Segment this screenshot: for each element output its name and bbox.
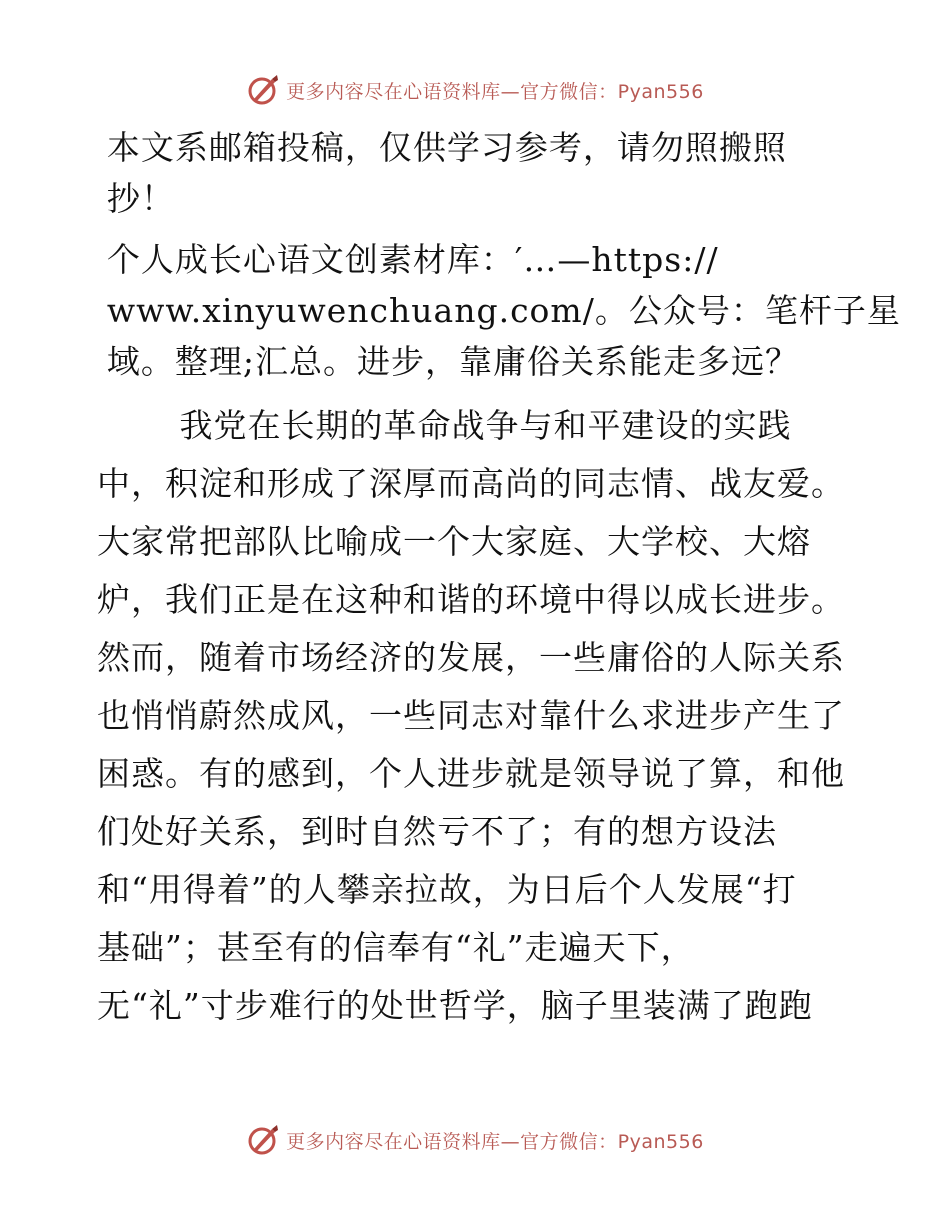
text-line: www.xinyuwenchuang.com/。公众号：笔杆子星 [106, 291, 901, 330]
text-line: 也悄悄蔚然成风，一些同志对靠什么求进步产生了 [97, 696, 845, 735]
header-watermark-banner [0, 70, 950, 110]
text-line: 无“礼”寸步难行的处世哲学，脑子里装满了跑跑 [97, 986, 813, 1025]
text-line: 和“用得着”的人攀亲拉故，为日后个人发展“打 [97, 870, 797, 909]
text-line: 本文系邮箱投稿，仅供学习参考，请勿照搬照 [106, 128, 787, 167]
footer-watermark-banner [0, 1120, 950, 1160]
text-line: 大家常把部队比喻成一个大家庭、大学校、大熔 [97, 522, 811, 561]
text-line: 们处好关系，到时自然亏不了；有的想方设法 [97, 812, 777, 851]
text-line: 炉，我们正是在这种和谐的环境中得以成长进步。 [97, 580, 845, 619]
text-line: 我党在长期的革命战争与和平建设的实践 [179, 406, 792, 445]
text-line: 基础”；甚至有的信奉有“礼”走遍天下， [97, 928, 695, 967]
document-body [97, 122, 901, 1035]
quill-pen-circle-icon [246, 1123, 280, 1157]
watermark-text: 更多内容尽在心语资料库—官方微信：Pyan556 [286, 80, 704, 103]
paragraph-disclaimer [97, 122, 857, 224]
text-line: 域。整理;汇总。进步，靠庸俗关系能走多远？ [106, 342, 800, 381]
text-line: 困惑。有的感到，个人进步就是领导说了算，和他 [97, 754, 845, 793]
text-line: 抄！ [106, 179, 175, 218]
text-line: 个人成长心语文创素材库：′…—https:// [106, 240, 719, 279]
text-line: 中，积淀和形成了深厚而高尚的同志情、战友爱。 [97, 464, 845, 503]
watermark-text: 更多内容尽在心语资料库—官方微信：Pyan556 [286, 1130, 704, 1153]
paragraph-source [97, 234, 901, 387]
quill-pen-circle-icon [246, 73, 280, 107]
text-line: 然而，随着市场经济的发展，一些庸俗的人际关系 [97, 638, 845, 677]
paragraph-body [97, 397, 857, 1035]
